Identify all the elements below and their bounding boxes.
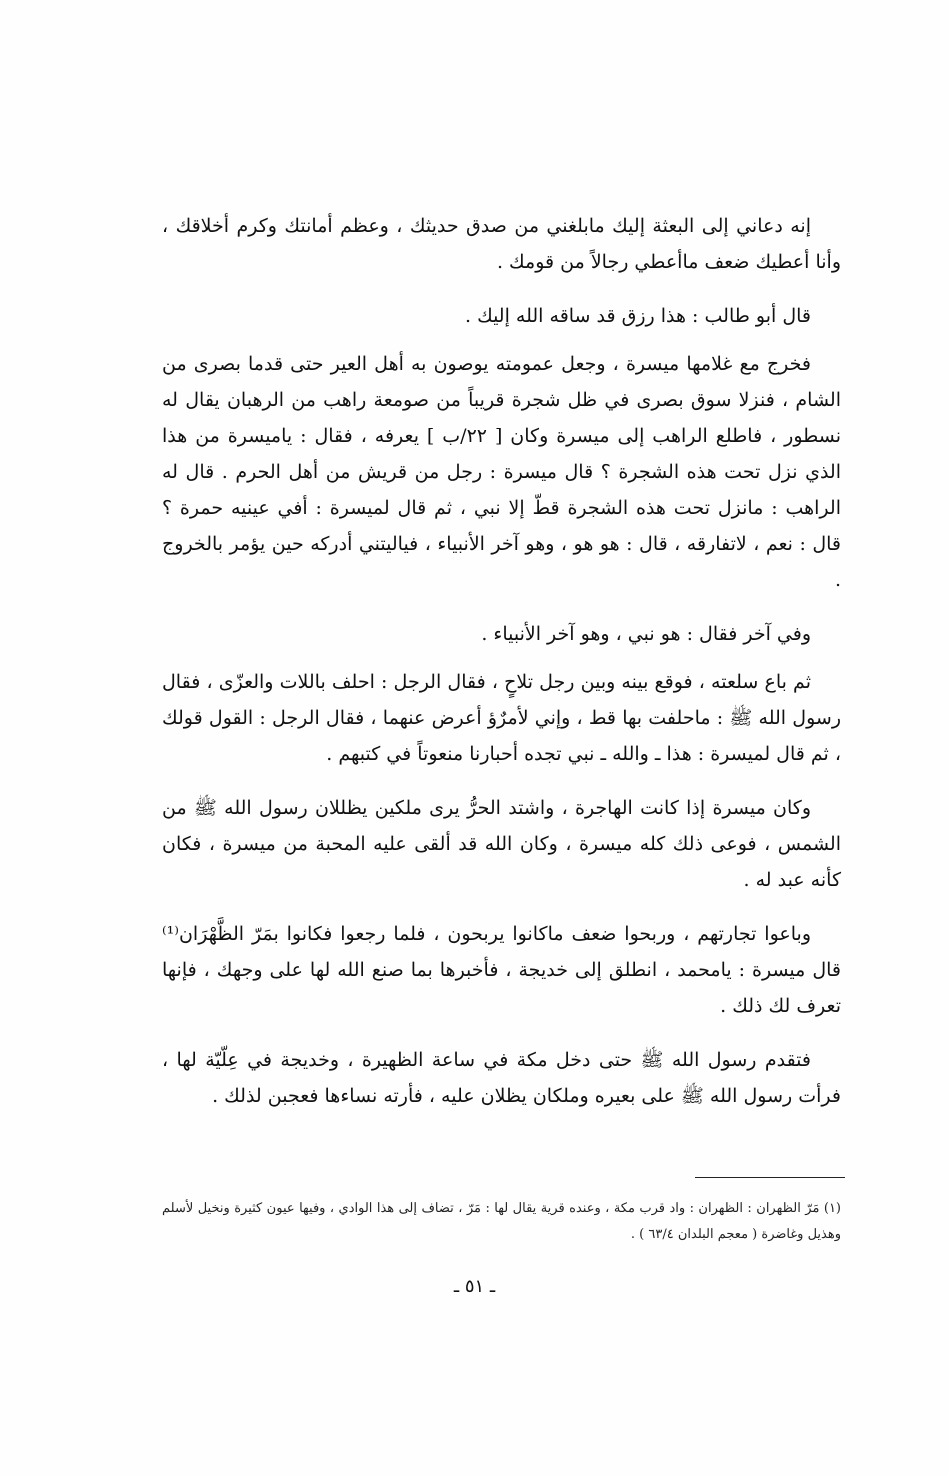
paragraph: فتقدم رسول الله ﷺ حتى دخل مكة في ساعة الظهيرة ، وخديجة في عِلّيّة لها ، فرأت رسول الله ﷺ على بعيره وملكان يظلان عليه ، فأرته نساءها فعجبن لذلك . bbox=[162, 1049, 841, 1107]
paragraph: وكان ميسرة إذا كانت الهاجرة ، واشتد الحرُّ يرى ملكين يظللان رسول الله ﷺ من الشمس ، فوعى ذلك كله ميسرة ، وكان الله قد ألقى عليه المحبة من ميسرة ، فكان كأنه عبد له . bbox=[162, 797, 841, 891]
paragraph: إنه دعاني إلى البعثة إليك مابلغني من صدق حديثك ، وعظم أمانتك وكرم أخلاقك ، وأنا أعطيك ضعف ماأعطي رجالاً من قومك . bbox=[162, 215, 841, 273]
footnote: (١) مَرّ الظهران : الظهران : واد قرب مكة ، وعنده قرية يقال لها : مَرّ ، تضاف إلى هذا الوادي ، وفيها عيون كثيرة ونخيل لأسلم وهذيل وغاضرة ( معجم البلدان ٦٣/٤ ) . bbox=[162, 1201, 841, 1242]
paragraph: ثم باع سلعته ، فوقع بينه وبين رجل تلاحٍ ، فقال الرجل : احلف باللات والعزّى ، فقال رسول الله ﷺ : ماحلفت بها قط ، وإني لأمرٌؤ أعرض عنهما ، فقال الرجل : القول قولك ، ثم قال لميسرة : هذا ـ والله ـ نبي تجده أحبارنا منعوتاً في كتبهم . bbox=[162, 671, 841, 765]
paragraph: وباعوا تجارتهم ، وربحوا ضعف ماكانوا يربحون ، فلما رجعوا فكانوا بمَرّ الظَّهْرَان⁽¹⁾ قال ميسرة : يامحمد ، انطلق إلى خديجة ، فأخبرها بما صنع الله لها على وجهك ، فإنها تعرف لك ذلك . bbox=[162, 923, 841, 1017]
paragraph: وفي آخر فقال : هو نبي ، وهو آخر الأنبياء . bbox=[481, 623, 811, 645]
paragraph: فخرج مع غلامها ميسرة ، وجعل عمومته يوصون به أهل العير حتى قدما بصرى من الشام ، فنزلا سوق بصرى في ظل شجرة قريباً من صومعة راهب من الرهبان يقال له نسطور ، فاطلع الراهب إلى ميسرة وكان [ ٢٢/ب ] يعرفه ، فقال : ياميسرة من هذا الذي نزل تحت هذه الشجرة ؟ قال ميسرة : رجل من قريش من أهل الحرم . قال له الراهب : مانزل تحت هذه الشجرة قطّ إلا نبي ، ثم قال لميسرة : أفي عينيه حمرة ؟ قال : نعم ، لاتفارقه ، قال : هو هو ، وهو آخر الأنبياء ، فياليتني أدركه حين يؤمر بالخروج . bbox=[162, 353, 841, 591]
page-number: ـ ٥١ ـ bbox=[453, 1276, 496, 1297]
footnotes bbox=[162, 1196, 841, 1248]
footnote-divider bbox=[695, 1177, 845, 1178]
paragraph: قال أبو طالب : هذا رزق قد ساقه الله إليك . bbox=[464, 305, 811, 327]
main-text bbox=[162, 208, 841, 1132]
